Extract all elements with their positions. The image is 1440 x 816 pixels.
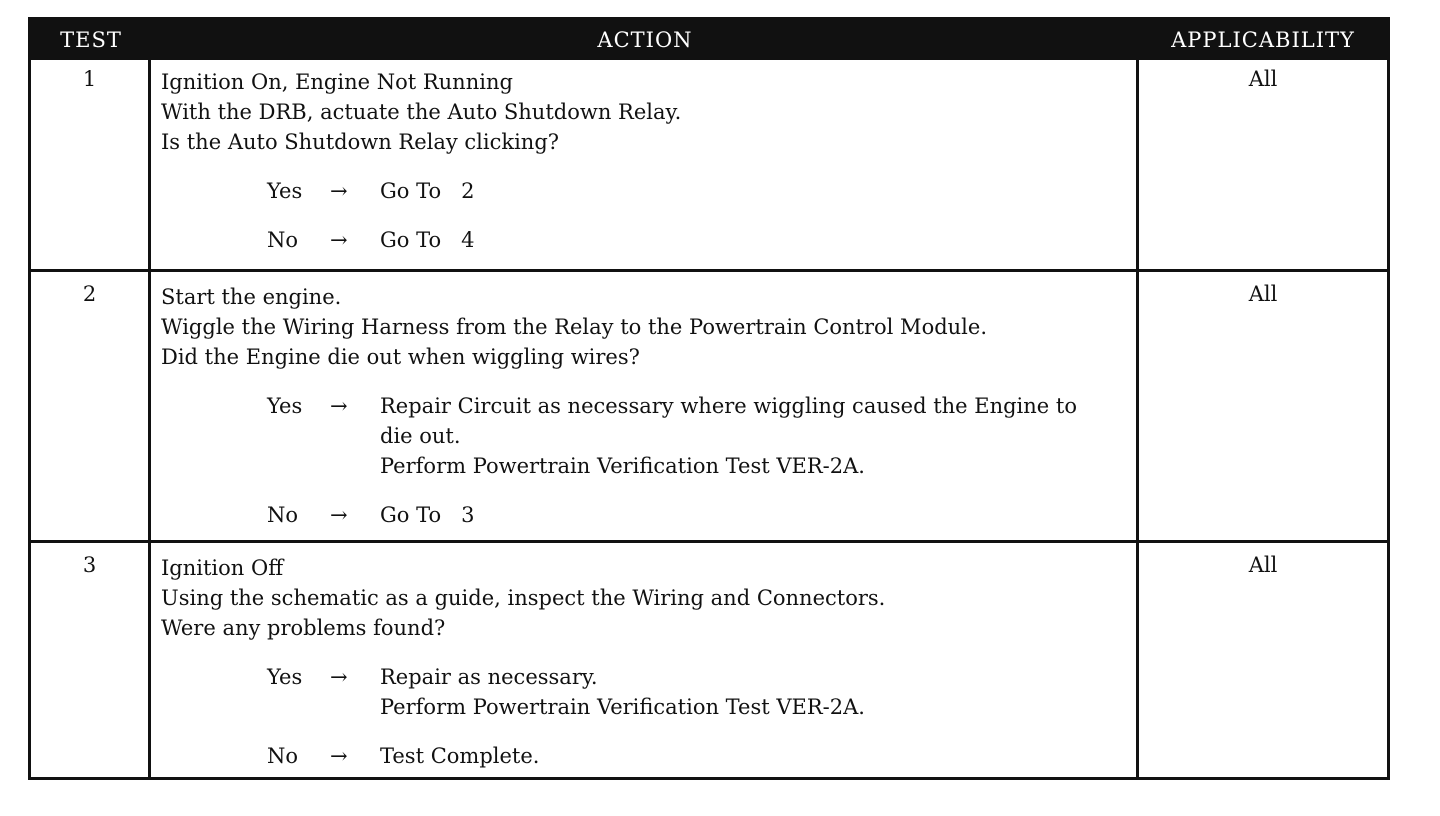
arrow-icon: → [330, 503, 348, 527]
branch-no [267, 741, 1136, 771]
result-line: Go To 4 [380, 228, 475, 252]
action-line: Were any problems found? [161, 616, 446, 640]
arrow-icon: → [330, 394, 348, 418]
result-line: die out. [380, 424, 461, 448]
result-line: Perform Powertrain Verification Test VER-2A. [380, 454, 865, 478]
arrow-icon: → [330, 228, 348, 252]
branch-yes [267, 391, 1136, 481]
action-line: Ignition On, Engine Not Running [161, 70, 513, 94]
action-line: Ignition Off [161, 556, 284, 580]
branch-list [161, 662, 1136, 771]
table-row [31, 57, 1387, 269]
branch-result [380, 741, 1136, 771]
action-cell [151, 272, 1139, 540]
test-number: 2 [31, 272, 151, 540]
arrow-icon: → [330, 744, 348, 768]
answer-label: Yes [267, 179, 303, 203]
branch-result [380, 391, 1136, 481]
result-line: Repair Circuit as necessary where wiggling caused the Engine to [380, 394, 1077, 418]
action-cell [151, 57, 1139, 269]
applicability-cell: All [1248, 67, 1278, 91]
action-line: Using the schematic as a guide, inspect the Wiring and Connectors. [161, 586, 886, 610]
branch-yes [267, 176, 1136, 206]
header-test: TEST [60, 28, 122, 52]
result-line: Repair as necessary. [380, 665, 598, 689]
result-line: Perform Powertrain Verification Test VER-2A. [380, 695, 865, 719]
applicability-cell: All [1248, 553, 1278, 577]
branch-result [380, 500, 1136, 530]
test-number: 1 [31, 57, 151, 269]
action-line: Start the engine. [161, 285, 342, 309]
branch-list [161, 391, 1136, 530]
result-line: Go To 2 [380, 179, 475, 203]
action-line: With the DRB, actuate the Auto Shutdown Relay. [161, 100, 682, 124]
result-line: Go To 3 [380, 503, 475, 527]
answer-label: No [267, 228, 299, 252]
answer-label: No [267, 744, 299, 768]
branch-yes [267, 662, 1136, 722]
test-number: 3 [31, 543, 151, 780]
table-header [31, 20, 1387, 60]
branch-no [267, 500, 1136, 530]
action-cell [151, 543, 1139, 780]
result-line: Test Complete. [380, 744, 540, 768]
header-applicability: APPLICABILITY [1171, 28, 1355, 52]
action-line: Is the Auto Shutdown Relay clicking? [161, 130, 560, 154]
header-action: ACTION [597, 28, 693, 52]
answer-label: Yes [267, 665, 303, 689]
branch-result [380, 176, 1136, 206]
branch-list [161, 176, 1136, 255]
answer-label: No [267, 503, 299, 527]
table-row [31, 540, 1387, 780]
diagnostic-test-table [28, 17, 1390, 780]
branch-result [380, 662, 1136, 722]
applicability-cell: All [1248, 282, 1278, 306]
action-line: Did the Engine die out when wiggling wires? [161, 345, 640, 369]
arrow-icon: → [330, 665, 348, 689]
action-line: Wiggle the Wiring Harness from the Relay to the Powertrain Control Module. [161, 315, 987, 339]
branch-no [267, 225, 1136, 255]
answer-label: Yes [267, 394, 303, 418]
table-row [31, 269, 1387, 540]
arrow-icon: → [330, 179, 348, 203]
branch-result [380, 225, 1136, 255]
